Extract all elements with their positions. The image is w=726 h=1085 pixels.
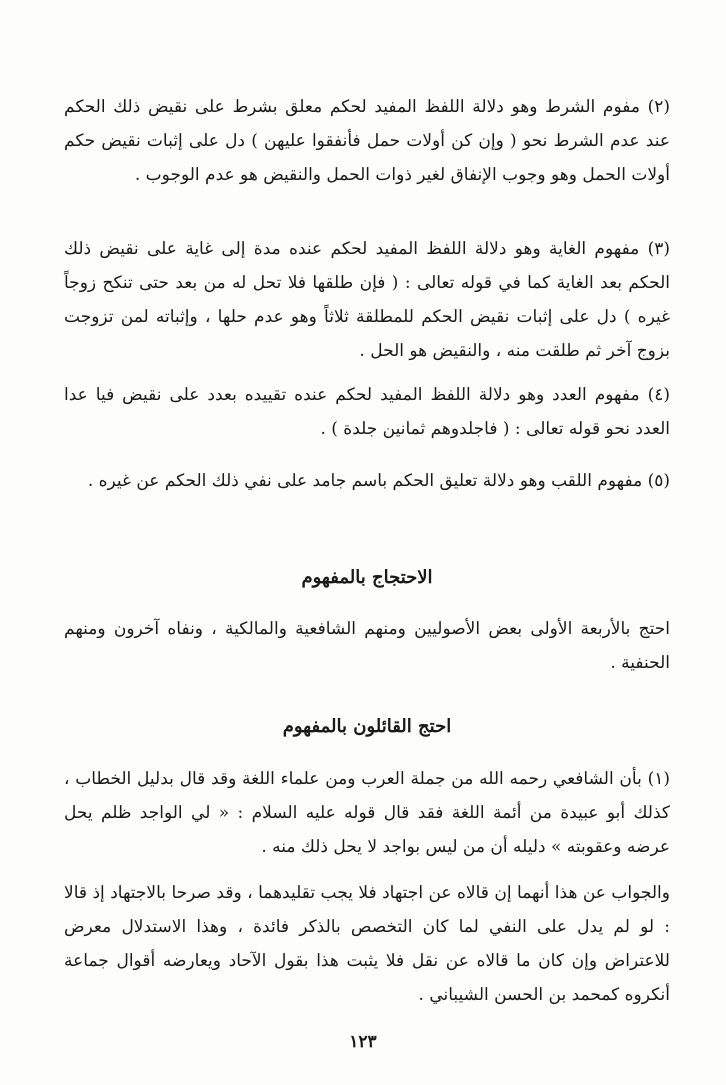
paragraph-number-concept: (٤) مفهوم العدد وهو دلالة اللفظ المفيد لحكم عنده تقييده بعدد على نقيض فيا عدا العدد نحو قوله تعالى : ( فاجلدوهم ثمانين جلدة ) . (64, 385, 670, 439)
page-number: ١٢٣ (349, 1032, 377, 1052)
section-heading-proponents: احتج القائلون بالمفهوم (282, 716, 452, 737)
paragraph-argument-intro: احتج بالأربعة الأولى بعض الأصوليين ومنهم الشافعية والمالكية ، ونفاه آخرون ومنهم الحنفية . (64, 619, 670, 673)
paragraph-goal-concept: (٣) مفهوم الغاية وهو دلالة اللفظ المفيد لحكم عنده مدة إلى غاية على نقيض ذلك الحكم بعد الغاية كما في قوله تعالى : ( فإن طلقها فلا تحل له من بعد حتى تنكح زوجاً غيره ) دل على إثبات نقيض الحكم للمطلقة ثلاثاً وهو عدم حلها ، وإثباته لمن تزوجت بزوج آخر ثم طلقت منه ، والنقيض هو الحل . (64, 239, 670, 361)
paragraph-shafii-argument: (١) بأن الشافعي رحمه الله من جملة العرب ومن علماء اللغة وقد قال بدليل الخطاب ، كذلك أبو عبيدة من أئمة اللغة فقد قال قوله عليه السلام : « لي الواجد ظلم يحل عرضه وعقوبته » دليله أن من ليس بواجد لا يحل ذلك منه . (64, 769, 670, 857)
paragraph-condition-concept: (٢) مفوم الشرط وهو دلالة اللفظ المفيد لحكم معلق بشرط على نقيض ذلك الحكم عند عدم الشرط نحو ( وإن كن أولات حمل فأنفقوا عليهن ) دل على إثبات نقيض حكم أولات الحمل وهو وجوب الإنفاق لغير ذوات الحمل والنقيض هو عدم الوجوب . (64, 97, 670, 185)
paragraph-response: والجواب عن هذا أنهما إن قالاه عن اجتهاد فلا يجب تقليدهما ، وقد صرحا بالاجتهاد إذ قالا : لو لم يدل على النفي لما كان التخصص بالذكر فائدة ، وهذا الاستدلال معرض للاعتراض وإن كان ما قالاه عن نقل فلا يثبت هذا بقول الآحاد ويعارضه أقوال جماعة أنكروه كمحمد بن الحسن الشيباني . (64, 883, 670, 1005)
paragraph-title-concept: (٥) مفهوم اللقب وهو دلالة تعليق الحكم باسم جامد على نفي ذلك الحكم عن غيره . (87, 471, 670, 491)
section-heading-argument: الاحتجاج بالمفهوم (301, 567, 433, 588)
